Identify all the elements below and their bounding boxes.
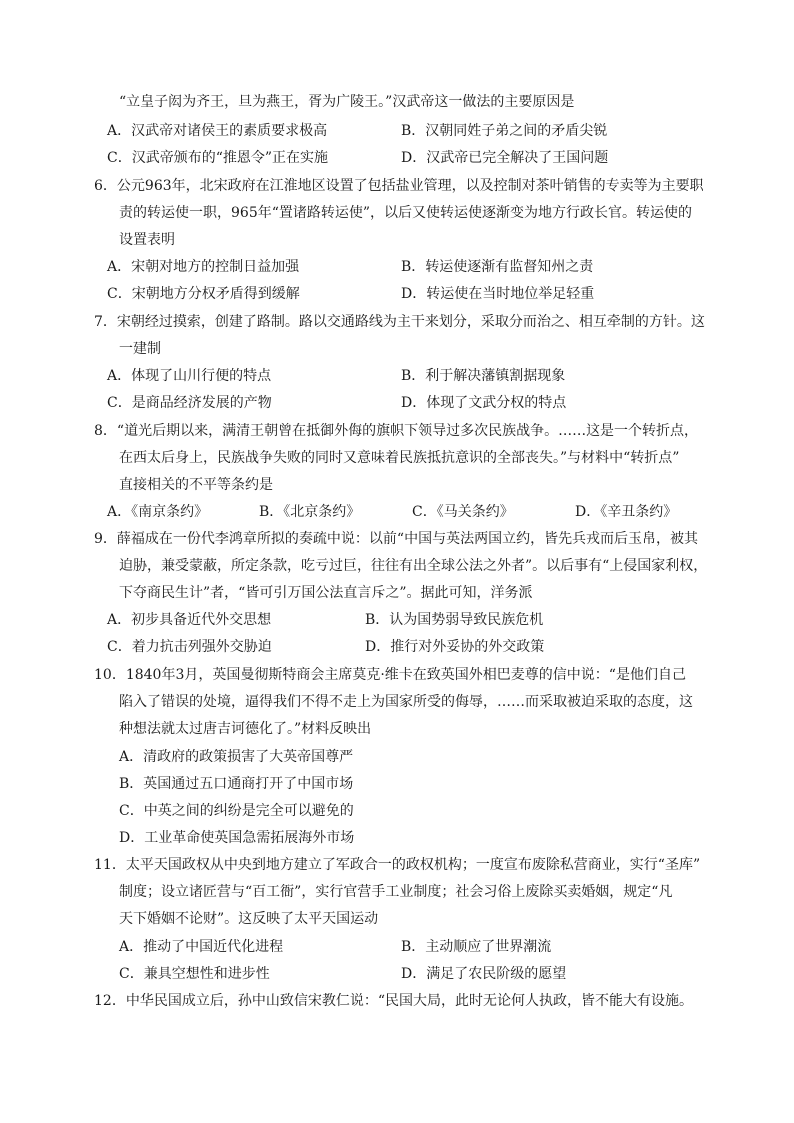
question-5-option-c: C．汉武帝颁布的“推恩令”正在实施 xyxy=(107,150,329,166)
question-8-stem-line: 在西太后身上，民族战争失败的同时又意味着民族抵抗意识的全部丧失。”与材料中“转折点” xyxy=(119,450,680,466)
question-8-option-d: D．《辛丑条约》 xyxy=(575,504,678,520)
question-5-stem-line: “立皇子闳为齐王，旦为燕王，胥为广陵王。”汉武帝这一做法的主要原因是 xyxy=(119,94,575,110)
question-9-option-c: C．着力抗击列强外交胁迫 xyxy=(107,639,272,655)
question-6-stem-line: 6．公元963年，北宋政府在江淮地区设置了包括盐业管理，以及控制对茶叶销售的专卖等为主要职 xyxy=(94,178,704,194)
question-11-option-b: B．主动顺应了世界潮流 xyxy=(401,939,552,955)
question-11-option-d: D．满足了农民阶级的愿望 xyxy=(401,966,567,982)
question-6-option-c: C．宋朝地方分权矛盾得到缓解 xyxy=(107,286,300,302)
question-9-option-a: A．初步具备近代外交思想 xyxy=(107,612,272,628)
question-6-stem-line: 设置表明 xyxy=(119,232,175,248)
question-5-option-d: D．汉武帝已完全解决了王国问题 xyxy=(401,150,609,166)
question-8-option-b: B．《北京条约》 xyxy=(259,504,361,520)
question-9-option-b: B．认为国势弱导致民族危机 xyxy=(365,612,544,628)
question-5-option-b: B．汉朝同姓子弟之间的矛盾尖锐 xyxy=(401,123,608,139)
question-10-option-d: D．工业革命使英国急需拓展海外市场 xyxy=(119,830,355,846)
question-10-stem-line: 种想法就太过唐吉诃德化了。”材料反映出 xyxy=(119,721,372,737)
question-12-stem-line: 12．中华民国成立后，孙中山致信宋教仁说：“民国大局，此时无论何人执政，皆不能大有设施。 xyxy=(94,993,693,1009)
question-7-stem-line: 一建制 xyxy=(119,341,161,357)
question-11-option-c: C．兼具空想性和进步性 xyxy=(119,966,270,982)
question-6-option-b: B．转运使逐渐有监督知州之责 xyxy=(401,259,594,275)
question-9-option-d: D．推行对外妥协的外交政策 xyxy=(365,639,545,655)
question-5-option-a: A．汉武帝对诸侯王的素质要求极高 xyxy=(107,123,328,139)
question-9-stem-line: 迫胁，兼受蒙蔽，所定条款，吃亏过巨，往往有出全球公法之外者”。以后事有“上侵国家利权， xyxy=(119,558,708,574)
question-10-option-b: B．英国通过五口通商打开了中国市场 xyxy=(119,776,354,792)
question-7-option-a: A．体现了山川行便的特点 xyxy=(107,368,272,384)
question-8-stem-line: 8．“道光后期以来，满清王朝曾在抵御外侮的旗帜下领导过多次民族战争。……这是一个转折点， xyxy=(94,423,699,439)
question-8-option-c: C．《马关条约》 xyxy=(412,504,514,520)
question-9-stem-line: 9．薛福成在一份代李鸿章所拟的奏疏中说：以前“中国与英法两国立约，皆先兵戎而后玉帛，被其 xyxy=(94,531,699,547)
question-7-option-c: C．是商品经济发展的产物 xyxy=(107,395,272,411)
question-8-option-a: A．《南京条约》 xyxy=(107,504,209,520)
question-9-stem-line: 下夺商民生计”者，“皆可引万国公法直言斥之”。据此可知，洋务派 xyxy=(119,585,533,601)
question-6-stem-line: 责的转运使一职，965年“置诸路转运使”，以后又使转运使逐渐变为地方行政长官。转运使的 xyxy=(119,205,693,221)
question-7-stem-line: 7．宋朝经过摸索，创建了路制。路以交通路线为主干来划分，采取分而治之、相互牵制的方针。这 xyxy=(94,314,705,330)
question-6-option-d: D．转运使在当时地位举足轻重 xyxy=(401,286,595,302)
question-8-stem-line: 直接相关的不平等条约是 xyxy=(119,477,273,493)
question-7-option-b: B．利于解决藩镇割据现象 xyxy=(401,368,566,384)
question-11-stem-line: 制度；设立诸匠营与“百工衙”，实行官营手工业制度；社会习俗上废除买卖婚姻，规定“凡 xyxy=(119,884,673,900)
question-7-option-d: D．体现了文武分权的特点 xyxy=(401,395,567,411)
question-10-stem-line: 陷入了错误的处境，逼得我们不得不走上为国家所受的侮辱，……而采取被迫采取的态度，这 xyxy=(119,694,693,710)
question-10-stem-line: 10．1840年3月，英国曼彻斯特商会主席莫克·维卡在致英国外相巴麦尊的信中说：“是他们自己 xyxy=(94,667,686,683)
question-11-option-a: A．推动了中国近代化进程 xyxy=(119,939,284,955)
question-10-option-c: C．中英之间的纠纷是完全可以避免的 xyxy=(119,803,354,819)
question-10-option-a: A．清政府的政策损害了大英帝国尊严 xyxy=(119,749,354,765)
question-11-stem-line: 11．太平天国政权从中央到地方建立了军政合一的政权机构；一度宣布废除私营商业，实行“圣库” xyxy=(94,857,701,873)
question-11-stem-line: 天下婚姻不论财”。这反映了太平天国运动 xyxy=(119,911,379,927)
question-6-option-a: A．宋朝对地方的控制日益加强 xyxy=(107,259,300,275)
